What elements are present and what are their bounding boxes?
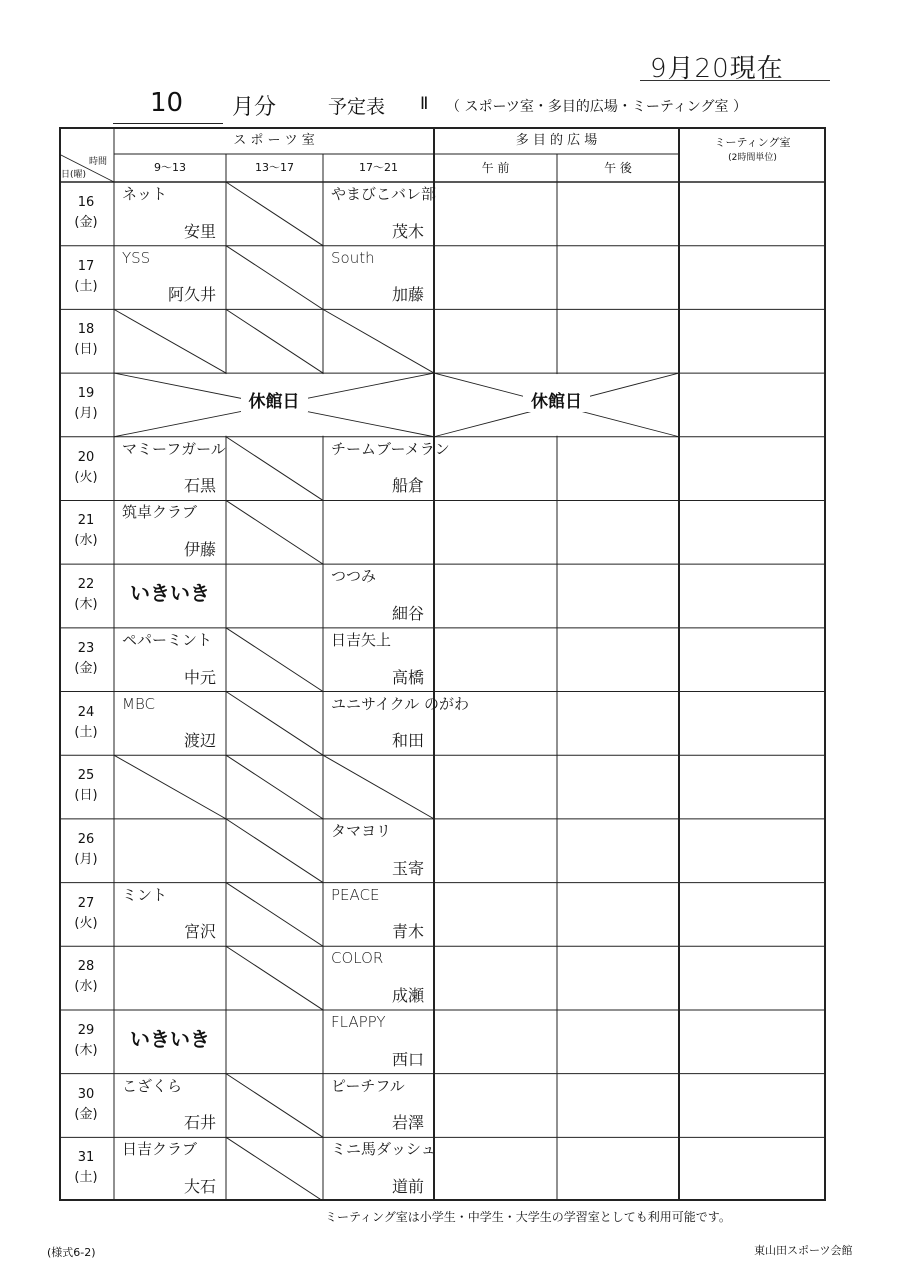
corner-time-label: 時間	[89, 157, 108, 167]
day-number: 30	[77, 1086, 95, 1102]
group-name: ペパーミント	[122, 630, 213, 649]
weekday: (火)	[74, 469, 98, 485]
group-name: 日吉クラブ	[122, 1140, 198, 1159]
contact-name: 加藤	[391, 285, 424, 305]
day-number: 18	[77, 322, 95, 338]
schedule-subtitle: （ スポーツ室・多目的広場・ミーティング室 ）	[446, 99, 747, 115]
header-sports-room: ス ポ ー ツ 室	[233, 133, 315, 148]
row-date	[59, 1085, 113, 1125]
day-number: 22	[77, 577, 95, 593]
contact-name: 西口	[391, 1049, 424, 1069]
contact-name: 伊藤	[183, 540, 216, 560]
group-name: ミニ馬ダッシュ	[331, 1140, 436, 1159]
program-name: いきいき	[130, 1026, 210, 1051]
weekday: (木)	[74, 1042, 98, 1058]
row-date	[59, 1148, 113, 1188]
group-name: 日吉矢上	[331, 630, 392, 649]
group-name: FLAPPY	[331, 1012, 386, 1031]
contact-name: 茂木	[391, 221, 424, 241]
weekday: (日)	[74, 788, 98, 804]
contact-name: 中元	[183, 667, 216, 687]
month-suffix: 月分	[232, 95, 277, 120]
day-number: 29	[77, 1022, 95, 1038]
group-name: YSS	[122, 248, 151, 267]
row-date	[59, 830, 113, 870]
blocked-slot-diagonal	[226, 437, 323, 501]
contact-name: 道前	[391, 1177, 424, 1196]
slot-header-0: 9～13	[154, 161, 186, 174]
weekday: (日)	[74, 342, 98, 358]
group-name: 筑卓クラブ	[122, 503, 198, 522]
header-plaza: 多 目 的 広 場	[515, 133, 598, 148]
row-date	[59, 639, 113, 679]
header-meeting-note: (2時間単位)	[728, 153, 777, 163]
row-date	[59, 193, 113, 233]
contact-name: 船倉	[391, 476, 424, 496]
form-number: (様式6-2)	[47, 1246, 96, 1259]
contact-name: 安里	[183, 221, 216, 241]
blocked-slot-diagonal	[226, 883, 323, 947]
current-date: 9月20現在	[650, 54, 784, 84]
closed-label-text: 休館日	[523, 392, 590, 412]
row-date	[59, 766, 113, 806]
contact-name: 大石	[183, 1177, 216, 1196]
row-date	[59, 511, 113, 551]
group-name: PEACE	[331, 885, 380, 904]
group-name: MBC	[122, 694, 155, 713]
weekday: (月)	[74, 406, 98, 422]
day-number: 31	[77, 1150, 95, 1166]
blocked-slot-diagonal	[226, 819, 323, 883]
weekday: (土)	[74, 1170, 98, 1186]
weekday: (金)	[74, 660, 98, 676]
row-date	[59, 448, 113, 488]
day-number: 25	[77, 768, 95, 784]
schedule-title: 予定表	[328, 96, 386, 118]
weekday: (土)	[74, 278, 98, 294]
current-date-underline	[640, 80, 830, 81]
blocked-slot-diagonal	[226, 755, 323, 819]
group-name: ネット	[122, 185, 168, 203]
row-date	[59, 703, 113, 743]
day-number: 16	[77, 195, 95, 210]
row-date	[59, 894, 113, 934]
contact-name: 青木	[391, 922, 424, 942]
day-number: 20	[77, 449, 95, 465]
schedule-table	[59, 127, 826, 1201]
closed-label	[114, 391, 434, 412]
blocked-slot-diagonal	[226, 628, 323, 692]
contact-name: 阿久井	[167, 285, 216, 305]
day-number: 19	[77, 386, 95, 402]
row-date	[59, 257, 113, 297]
contact-name: 玉寄	[391, 858, 424, 878]
row-date	[59, 384, 113, 424]
blocked-slot-diagonal	[226, 692, 323, 756]
day-number: 24	[77, 704, 95, 720]
blocked-slot-diagonal	[226, 1137, 323, 1201]
slot-header-1: 13～17	[255, 161, 294, 174]
group-name: タマヨリ	[331, 821, 392, 840]
weekday: (土)	[74, 724, 98, 740]
header-meeting-room: ミーティング室	[714, 136, 791, 149]
month-number: 10	[150, 88, 184, 118]
weekday: (水)	[74, 979, 98, 995]
contact-name: 成瀬	[391, 985, 424, 1005]
day-number: 28	[77, 959, 95, 975]
blocked-slot-diagonal	[226, 1074, 323, 1138]
group-name: チームブーメラン	[331, 439, 450, 458]
blocked-slot-diagonal	[226, 309, 323, 373]
contact-name: 宮沢	[183, 922, 216, 942]
weekday: (水)	[74, 533, 98, 549]
group-name: ミント	[122, 885, 168, 904]
weekday: (火)	[74, 915, 98, 931]
month-underline	[113, 123, 223, 124]
group-name: つつみ	[331, 567, 377, 586]
plaza-slot-header-1: 午 後	[604, 161, 632, 175]
weekday: (月)	[74, 851, 98, 867]
day-number: 17	[77, 258, 95, 274]
group-name: South	[331, 248, 375, 267]
day-number: 27	[77, 895, 95, 911]
row-date	[59, 957, 113, 997]
blocked-slot-diagonal	[323, 755, 434, 819]
blocked-slot-diagonal	[226, 182, 323, 246]
closed-label	[434, 391, 679, 412]
program-name: いきいき	[130, 581, 210, 606]
contact-name: 細谷	[391, 603, 424, 623]
group-name: マミーフガール	[122, 439, 226, 458]
blocked-slot-diagonal	[114, 755, 226, 819]
row-date	[59, 575, 113, 615]
schedule-number: Ⅱ	[420, 94, 429, 114]
day-number: 26	[77, 831, 95, 847]
contact-name: 高橋	[391, 667, 424, 687]
weekday: (木)	[74, 597, 98, 613]
plaza-slot-header-0: 午 前	[481, 161, 510, 175]
day-number: 23	[77, 640, 95, 656]
group-name: こざくら	[122, 1076, 183, 1095]
contact-name: 渡辺	[183, 731, 216, 751]
footnote: ミーティング室は小学生・中学生・大学生の学習室としても利用可能です。	[325, 1210, 731, 1224]
row-date	[59, 1021, 113, 1061]
group-name: ユニサイクル のがわ	[331, 694, 469, 713]
row-date	[59, 320, 113, 360]
contact-name: 石黒	[183, 476, 216, 496]
organization-name: 東山田スポーツ会館	[754, 1244, 853, 1257]
group-name: やまびこバレ部	[331, 185, 437, 203]
blocked-slot-diagonal	[226, 246, 323, 310]
day-number: 21	[77, 513, 95, 529]
blocked-slot-diagonal	[226, 946, 323, 1010]
contact-name: 和田	[391, 731, 424, 751]
weekday: (金)	[74, 215, 98, 230]
group-name: ピーチフル	[331, 1076, 405, 1095]
weekday: (金)	[74, 1106, 98, 1122]
contact-name: 石井	[183, 1113, 216, 1133]
blocked-slot-diagonal	[114, 309, 226, 373]
corner-day-label: 日(曜)	[61, 170, 87, 180]
contact-name: 岩澤	[391, 1113, 424, 1133]
group-name: COLOR	[331, 949, 384, 968]
blocked-slot-diagonal	[323, 309, 434, 373]
slot-header-2: 17～21	[359, 161, 398, 174]
closed-label-text: 休館日	[241, 392, 308, 412]
blocked-slot-diagonal	[226, 500, 323, 564]
